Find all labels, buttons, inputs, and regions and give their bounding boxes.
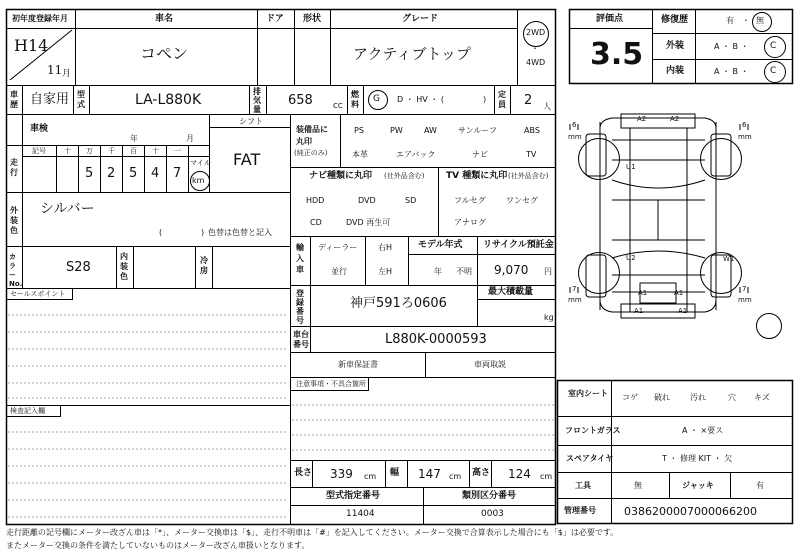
length-unit: cm bbox=[364, 472, 377, 481]
diagram-label: A2 bbox=[637, 115, 647, 123]
fuel-label: 燃料 bbox=[351, 90, 359, 109]
diagram-label: A1 bbox=[674, 289, 684, 297]
seat-item: コゲ bbox=[622, 393, 638, 402]
mileage-digit: 7 bbox=[173, 166, 182, 181]
ac-label: 冷房 bbox=[200, 256, 208, 275]
max-load-unit: kg bbox=[544, 313, 554, 322]
model-year-unit: 年 bbox=[434, 267, 442, 276]
score-label: 評価点 bbox=[596, 14, 624, 24]
displacement-label: 排気量 bbox=[253, 87, 261, 114]
mileage-digit: 2 bbox=[107, 166, 116, 181]
repair-history-label: 修復歴 bbox=[661, 15, 689, 25]
import-left-h: 左H bbox=[378, 267, 393, 276]
equipment-label-2: 丸印 bbox=[296, 137, 312, 146]
repair-yes: 有 bbox=[726, 16, 734, 25]
equip-navi: ナビ bbox=[472, 150, 488, 159]
drive-dot: ・ bbox=[531, 44, 539, 53]
max-load-label: 最大積載量 bbox=[488, 287, 534, 297]
mileage-digit: 4 bbox=[151, 166, 160, 181]
displacement-value: 658 bbox=[288, 93, 313, 108]
tools-label: 工具 bbox=[575, 481, 591, 490]
mm-left-top: 6 bbox=[572, 121, 577, 129]
chassis-label: 車台番号 bbox=[293, 330, 309, 349]
equip-pw: PW bbox=[390, 126, 403, 135]
first-reg-year: H14 bbox=[14, 36, 49, 55]
symbol-label: 記号 bbox=[32, 147, 46, 155]
registration-value: 神戸591ろ0606 bbox=[350, 296, 447, 311]
interior-grades: A ・ B ・ bbox=[714, 67, 749, 76]
capacity-value: 2 bbox=[524, 93, 533, 108]
tools-value: 無 bbox=[634, 481, 642, 490]
diagram-label: A1 bbox=[678, 307, 688, 315]
chassis-value: L880K-0000593 bbox=[385, 332, 487, 347]
color-no-value: S28 bbox=[66, 260, 91, 275]
capacity-label: 定員 bbox=[498, 90, 506, 109]
equipment-label-3: (純正のみ) bbox=[294, 149, 328, 157]
equip-aw: AW bbox=[424, 126, 437, 135]
color-value: シルバー bbox=[40, 201, 95, 217]
mile-label: マイル bbox=[190, 159, 211, 167]
diagram-label: W1 bbox=[723, 255, 735, 263]
car-name-label: 車名 bbox=[155, 14, 174, 24]
notes-label: 注意事項・不具合箇所 bbox=[296, 380, 366, 388]
mm-left-bottom: 7 bbox=[572, 285, 577, 293]
diagram-label: A1 bbox=[638, 289, 648, 297]
recycle-value: 9,070 bbox=[494, 263, 529, 277]
mileage-digit: 5 bbox=[85, 166, 94, 181]
interior-selected: C bbox=[770, 66, 777, 76]
mm-right-top: 6 bbox=[742, 121, 747, 129]
warranty-label: 新車保証書 bbox=[338, 360, 378, 369]
mgmt-label: 管理番号 bbox=[564, 506, 596, 515]
color-note: 色替は色替と記入 bbox=[208, 228, 272, 237]
repair-dot: ・ bbox=[742, 16, 750, 25]
navi-hdd: HDD bbox=[306, 196, 325, 205]
color-no-label: カラーNo. bbox=[9, 253, 23, 288]
equip-airbag: エアバック bbox=[396, 150, 436, 159]
seat-item: 汚れ bbox=[690, 393, 706, 402]
navi-dvd-play: DVD 再生可 bbox=[346, 218, 391, 227]
mm-right-bottom: 7 bbox=[742, 285, 747, 293]
import-label: 輸入車 bbox=[296, 243, 304, 274]
km-label: km bbox=[192, 176, 205, 185]
seat-label: 室内シート bbox=[568, 389, 608, 398]
color-note-close: ) bbox=[201, 228, 205, 237]
mgmt-value: 0386200007000066200 bbox=[624, 505, 757, 518]
digit-header-5: 一 bbox=[174, 147, 181, 155]
jack-value: 有 bbox=[756, 481, 764, 490]
tv-title: TV 種類に丸印 bbox=[446, 171, 508, 181]
drive-2wd: 2WD bbox=[526, 28, 546, 37]
windshield-value: A ・ ×要ス bbox=[682, 426, 724, 435]
seat-item: キズ bbox=[754, 393, 770, 402]
equip-sunroof: サンルーフ bbox=[458, 126, 497, 135]
width-value: 147 bbox=[418, 467, 441, 481]
shift-label: シフト bbox=[239, 117, 263, 126]
navi-sd: SD bbox=[405, 196, 417, 205]
first-reg-label: 初年度登録年月 bbox=[12, 14, 68, 23]
tv-analog: アナログ bbox=[454, 218, 486, 227]
height-label: 高さ bbox=[472, 468, 491, 478]
recycle-label: リサイクル預託金 bbox=[483, 240, 554, 250]
tv-fullseg: フルセグ bbox=[454, 196, 486, 205]
manual-label: 車両取説 bbox=[474, 360, 506, 369]
seat-item: 破れ bbox=[654, 393, 670, 402]
mm-unit: mm bbox=[568, 296, 582, 304]
mileage-label: 走行 bbox=[10, 158, 18, 177]
seat-item: 穴 bbox=[728, 393, 736, 402]
width-label: 幅 bbox=[390, 468, 400, 478]
length-value: 339 bbox=[330, 467, 353, 481]
fuel-close: ) bbox=[483, 95, 487, 104]
equip-ps: PS bbox=[354, 126, 364, 135]
tire-circle bbox=[578, 252, 620, 294]
mm-unit: mm bbox=[738, 296, 752, 304]
usage-label: 車歴 bbox=[10, 90, 18, 109]
shaken-month-unit: 月 bbox=[186, 134, 194, 143]
mm-unit: mm bbox=[738, 133, 752, 141]
type-designation-label: 型式指定番号 bbox=[326, 491, 381, 501]
mm-unit: mm bbox=[568, 133, 582, 141]
model-year-unknown: 不明 bbox=[456, 267, 472, 276]
first-reg-month: 11 bbox=[47, 63, 63, 77]
mileage-digit: 5 bbox=[129, 166, 138, 181]
grade-value: アクティブトップ bbox=[353, 45, 471, 63]
import-dealer: ディーラー bbox=[318, 243, 358, 252]
model-label: 型式 bbox=[77, 90, 85, 109]
category-number-value: 0003 bbox=[481, 509, 504, 519]
tire-circle bbox=[700, 252, 742, 294]
score-value: 3.5 bbox=[590, 37, 644, 72]
registration-label: 登録番号 bbox=[296, 289, 304, 325]
footer-note-1: 走行距離の記号欄にメーター改ざん車は「*」、メーター交換車は「$」、走行不明車は「#」を記入してください。メーター交換で合算表示した場合にも「$」は必要です。 bbox=[6, 528, 619, 537]
diagram-label: U2 bbox=[626, 254, 636, 262]
jack-label: ジャッキ bbox=[682, 481, 714, 490]
exterior-label: 外装 bbox=[666, 41, 685, 51]
digit-header-3: 百 bbox=[130, 147, 137, 155]
equip-abs: ABS bbox=[524, 126, 540, 135]
cc-unit: CC bbox=[333, 102, 343, 110]
diagram-label: A2 bbox=[670, 115, 680, 123]
diagram-label: A1 bbox=[634, 307, 644, 315]
interior-color-label: 内装色 bbox=[120, 252, 128, 281]
sales-point-label: セールスポイント bbox=[10, 290, 66, 298]
navi-dvd: DVD bbox=[358, 196, 376, 205]
drive-4wd: 4WD bbox=[526, 58, 546, 67]
import-right-h: 右H bbox=[378, 243, 393, 252]
digit-header-2: 千 bbox=[108, 147, 115, 155]
spare-label: スペアタイヤ bbox=[566, 454, 614, 463]
shaken-label: 車検 bbox=[30, 124, 49, 134]
height-value: 124 bbox=[508, 467, 531, 481]
windshield-label: フロントガラス bbox=[565, 426, 621, 435]
shaken-year-unit: 年 bbox=[130, 134, 138, 143]
footer-note-2: またメーター交換の条件を満たしていないものはメーター改ざん車扱いとなります。 bbox=[6, 541, 310, 550]
spare-tire-circle bbox=[756, 313, 782, 339]
model-year-label: モデル年式 bbox=[418, 240, 463, 250]
height-unit: cm bbox=[540, 472, 553, 481]
usage-value: 自家用 bbox=[30, 92, 70, 107]
width-unit: cm bbox=[449, 472, 462, 481]
digit-header-4: 十 bbox=[152, 147, 159, 155]
length-label: 長さ bbox=[294, 468, 313, 478]
color-label: 外装色 bbox=[10, 206, 18, 235]
tire-circle bbox=[578, 138, 620, 180]
shape-label: 形状 bbox=[303, 14, 322, 24]
navi-title: ナビ種類に丸印 bbox=[309, 171, 373, 181]
tv-sub: (社外品含む) bbox=[508, 172, 549, 180]
exterior-selected: C bbox=[770, 41, 777, 51]
tire-circle bbox=[700, 138, 742, 180]
navi-cd: CD bbox=[310, 218, 322, 227]
month-unit: 月 bbox=[62, 69, 72, 79]
model-value: LA-L880K bbox=[135, 92, 202, 108]
import-parallel: 並行 bbox=[331, 267, 347, 276]
equipment-label-1: 装備品に bbox=[296, 125, 328, 134]
shift-value: FAT bbox=[233, 150, 261, 169]
digit-header-0: 十 bbox=[64, 147, 71, 155]
equip-tv: TV bbox=[526, 150, 537, 159]
fuel-selected: G bbox=[373, 94, 380, 104]
exterior-grades: A ・ B ・ bbox=[714, 42, 749, 51]
spare-value: T ・ 修理 KIT ・ 欠 bbox=[662, 454, 733, 463]
recycle-unit: 円 bbox=[544, 267, 552, 276]
door-label: ドア bbox=[266, 14, 284, 24]
category-number-label: 類別区分番号 bbox=[462, 491, 517, 501]
equip-leather: 本革 bbox=[352, 150, 368, 159]
fuel-options: D ・ HV ・ ( bbox=[397, 95, 444, 104]
repair-no: 無 bbox=[756, 16, 764, 25]
car-name: コペン bbox=[140, 44, 189, 63]
grade-label: グレード bbox=[402, 14, 439, 24]
inspector-label: 検査記入欄 bbox=[10, 407, 45, 415]
digit-header-1: 万 bbox=[86, 147, 93, 155]
navi-sub: (社外品含む) bbox=[384, 172, 425, 180]
diagram-label: U1 bbox=[626, 163, 636, 171]
color-note-open: ( bbox=[159, 228, 163, 237]
tv-oneseg: ワンセグ bbox=[506, 196, 538, 205]
interior-label: 内装 bbox=[666, 66, 685, 76]
type-designation-value: 11404 bbox=[346, 509, 375, 519]
capacity-unit: 人 bbox=[543, 102, 551, 111]
